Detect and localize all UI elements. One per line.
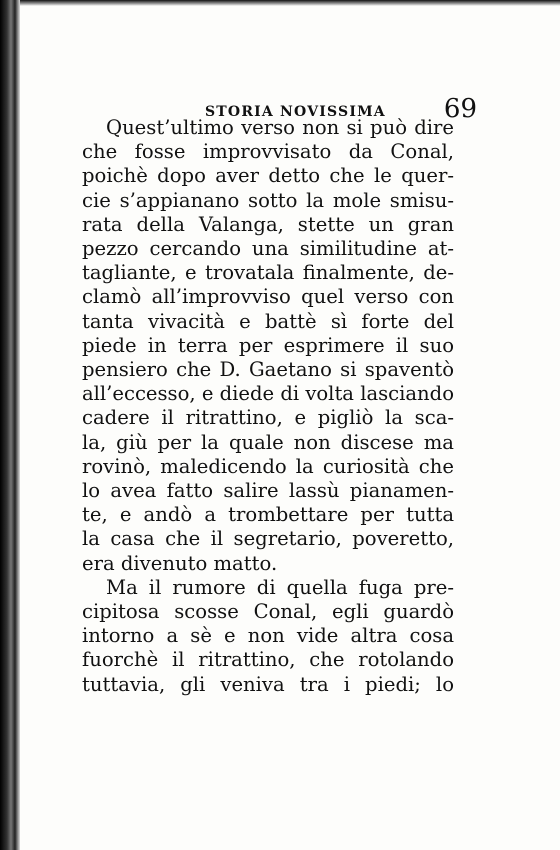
text-line: tagliante, e trovatala finalmente, de-: [82, 261, 454, 285]
text-line: cipitosa scosse Conal, egli guardò: [82, 600, 454, 624]
text-line: tuttavia, gli veniva tra i piedi; lo: [82, 672, 454, 696]
text-line: che fosse improvvisato da Conal,: [82, 140, 454, 164]
page-gutter-shadow: [0, 0, 20, 850]
text-line: era divenuto matto.: [82, 551, 278, 575]
text-line: rata della Valanga, stette un gran: [82, 212, 454, 236]
paragraph-2: [82, 576, 454, 697]
text-line: poichè dopo aver detto che le quer-: [82, 164, 454, 188]
text-line: cadere il ritrattino, e pigliò la sca-: [82, 406, 454, 430]
text-line: tanta vivacità e battè sì forte del: [82, 309, 454, 333]
text-line: la casa che il segretario, poveretto,: [82, 527, 454, 551]
text-line: pezzo cercando una similitudine at-: [82, 237, 454, 261]
text-line: intorno a sè e non vide altra cosa: [82, 624, 454, 648]
text-line: pensiero che D. Gaetano si spaventò: [82, 358, 454, 382]
text-line: rovinò, maledicendo la curiosità che: [82, 454, 454, 478]
text-line: Quest’ultimo verso non si può dire: [106, 116, 454, 139]
body-text: [82, 116, 454, 697]
page-number: 69: [443, 94, 477, 124]
text-line: la, giù per la quale non discese ma: [82, 430, 454, 454]
text-line: te, e andò a trombettare per tutta: [82, 503, 454, 527]
text-line: piede in terra per esprimere il suo: [82, 333, 454, 357]
text-line: lo avea fatto salire lassù pianamen-: [82, 479, 454, 503]
text-line: clamò all’improvviso quel verso con: [82, 285, 454, 309]
text-line: all’eccesso, e diede di volta lasciando: [82, 382, 454, 406]
text-line: cie s’appianano sotto la mole smisu-: [82, 188, 454, 212]
text-line: fuorchè il ritrattino, che rotolando: [82, 648, 454, 672]
paragraph-1: [82, 116, 454, 576]
text-line: Ma il rumore di quella fuga pre-: [106, 575, 454, 599]
running-title: STORIA NOVISSIMA: [205, 104, 386, 120]
page-top-edge: [20, 0, 560, 6]
